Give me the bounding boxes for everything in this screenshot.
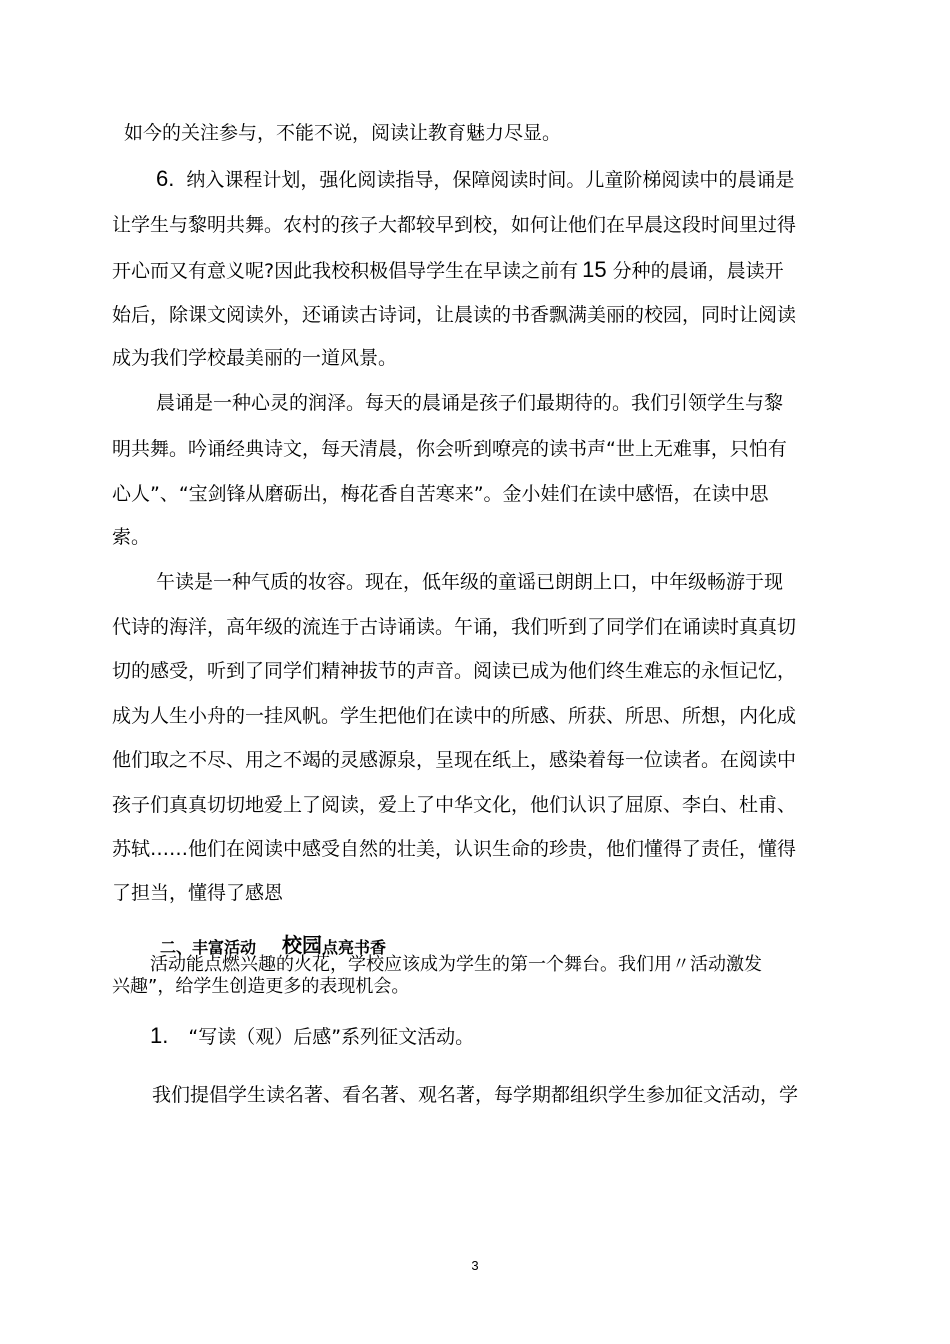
item-number: 1.: [150, 1023, 169, 1048]
paragraph-line: [156, 166, 794, 193]
paragraph-line: 心人”、“宝剑锋从磨砺出，梅花香自苦寒来”。金小娃们在读中感悟，在读中思: [112, 483, 769, 505]
heading-prefix: 二、丰富活动: [160, 938, 257, 957]
text-fragment: 开心而又有意义呢?因此我校积极倡导学生在早读之前有: [112, 260, 579, 282]
paragraph-line: 代诗的海洋，高年级的流连于古诗诵读。午诵，我们听到了同学们在诵读时真真切: [112, 616, 797, 638]
minutes-number: 15: [582, 257, 607, 282]
item-text: 纳入课程计划，强化阅读指导，保障阅读时间。儿童阶梯阅读中的晨诵是: [186, 169, 795, 191]
heading-suffix: 点亮书香: [322, 938, 387, 957]
paragraph-line: 切的感受，听到了同学们精神拔节的声音。阅读已成为他们终生难忘的永恒记忆，: [112, 660, 797, 682]
paragraph-line: 苏轼……他们在阅读中感受自然的壮美，认识生命的珍贵，他们懂得了责任，懂得: [112, 838, 797, 860]
text-fragment: 分种的晨诵，晨读开: [612, 260, 784, 282]
item-text: “写读（观）后感”系列征文活动。: [188, 1026, 475, 1048]
section-intro-line: 活动能点燃兴趣的火花，学校应该成为学生的第一个舞台。我们用〃活动激发: [150, 954, 762, 975]
item-number: 6.: [156, 166, 175, 191]
paragraph-line: 孩子们真真切切地爱上了阅读，爱上了中华文化，他们认识了屈原、李白、杜甫、: [112, 794, 797, 816]
section-intro-line: 兴趣”，给学生创造更多的表现机会。: [112, 976, 410, 997]
page-number: 3: [471, 1258, 479, 1273]
paragraph-line: 晨诵是一种心灵的润泽。每天的晨诵是孩子们最期待的。我们引领学生与黎: [156, 392, 784, 414]
paragraph-line: 始后，除课文阅读外，还诵读古诗词，让晨读的书香飘满美丽的校园，同时让阅读: [112, 304, 797, 326]
list-item: [150, 1023, 474, 1050]
paragraph-line: 索。: [112, 526, 151, 548]
paragraph-line: 成为我们学校最美丽的一道风景。: [112, 347, 398, 369]
paragraph-line: 让学生与黎明共舞。农村的孩子大都较早到校，如何让他们在早晨这段时间里过得: [112, 214, 797, 236]
paragraph-line: 成为人生小舟的一挂风帆。学生把他们在读中的所感、所获、所思、所想，内化成: [112, 705, 797, 727]
paragraph-line: 他们取之不尽、用之不竭的灵感源泉，呈现在纸上，感染着每一位读者。在阅读中: [112, 749, 797, 771]
paragraph-line: 我们提倡学生读名著、看名著、观名著，每学期都组织学生参加征文活动，学: [152, 1084, 799, 1106]
heading-main: 校园: [282, 933, 323, 957]
paragraph-line: 午读是一种气质的妆容。现在，低年级的童谣已朗朗上口，中年级畅游于现: [156, 571, 784, 593]
paragraph-line: 明共舞。吟诵经典诗文，每天清晨，你会听到嘹亮的读书声“世上无难事，只怕有: [112, 438, 787, 460]
paragraph-line: 了担当，懂得了感恩: [112, 882, 284, 904]
paragraph-line: [112, 257, 784, 284]
paragraph-line: 如今的关注参与，不能不说，阅读让教育魅力尽显。: [124, 122, 562, 144]
